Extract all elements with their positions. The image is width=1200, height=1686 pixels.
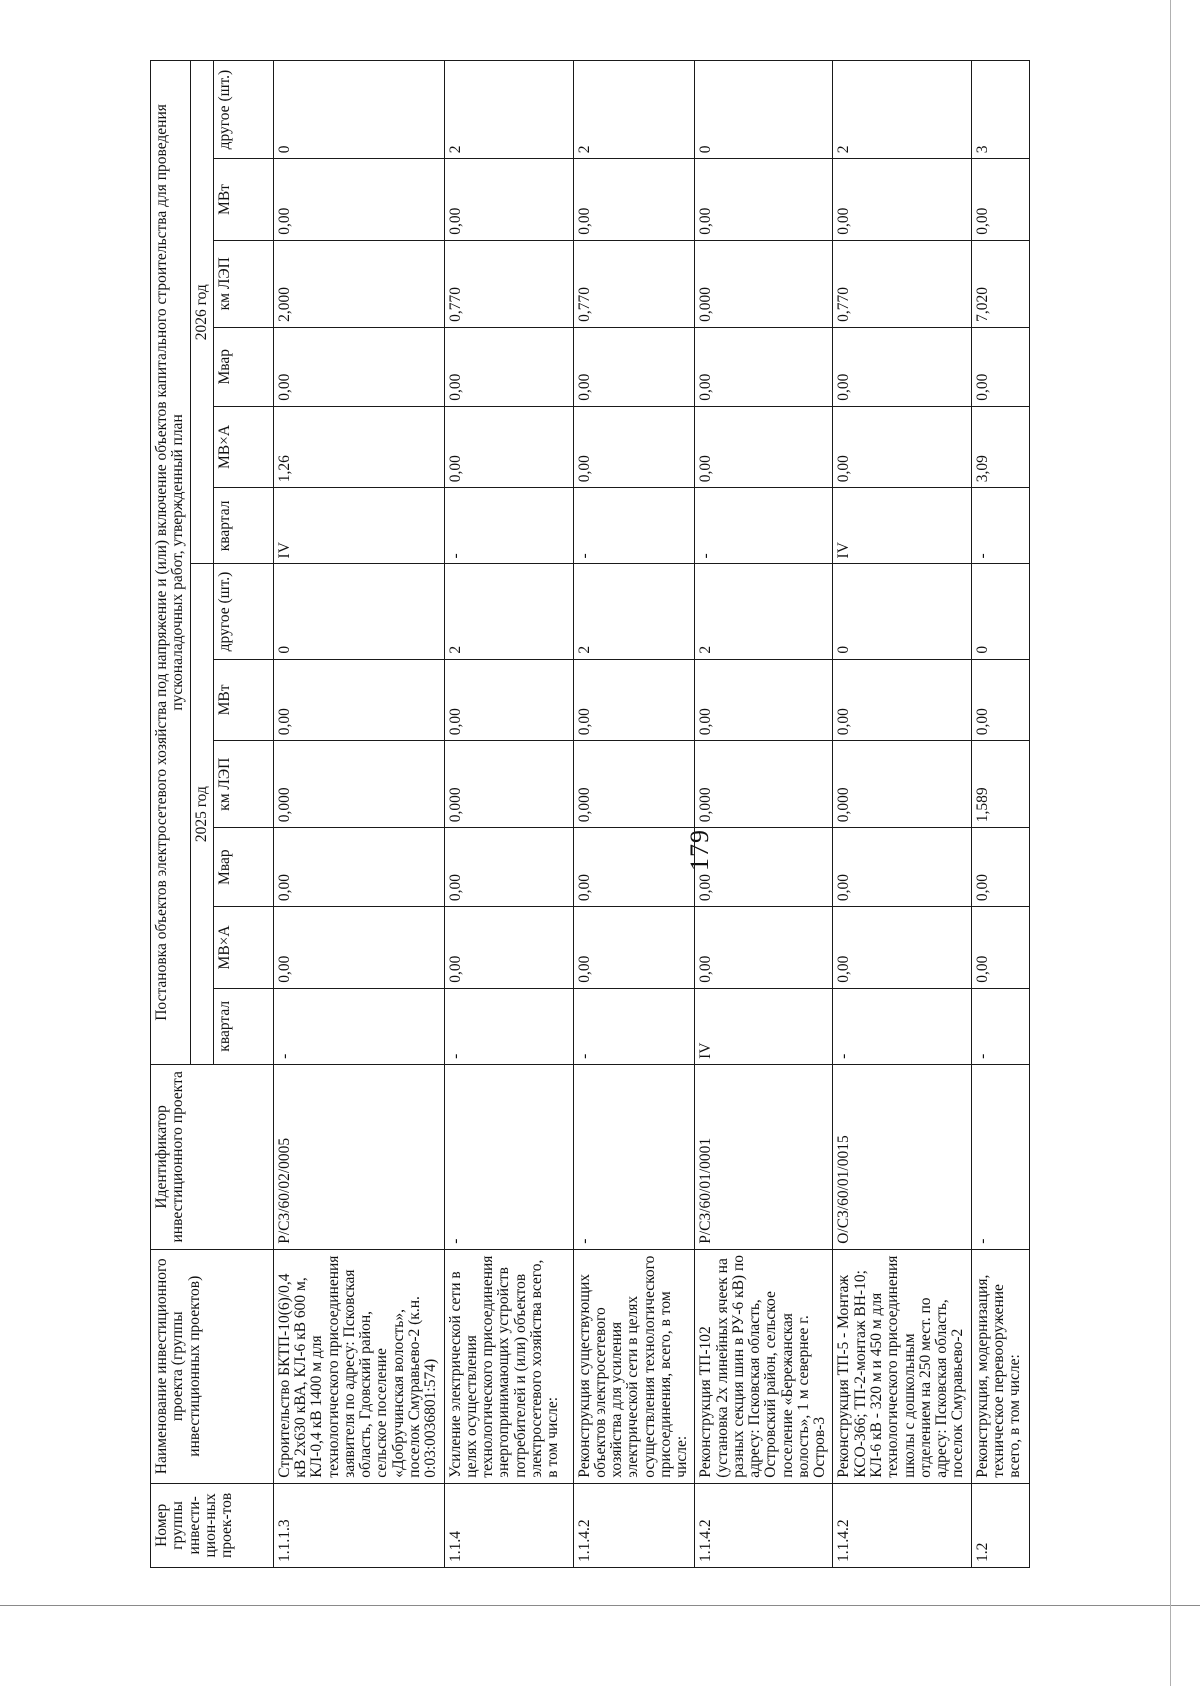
cell-2026-mvar: 0,00 bbox=[971, 327, 1029, 406]
cell-2025-other: 0 bbox=[833, 564, 971, 659]
cell-2025-km: 0,000 bbox=[833, 741, 971, 828]
cell-2026-km: 0,770 bbox=[573, 240, 695, 327]
cell-2025-other: 2 bbox=[695, 564, 833, 659]
cell-2026-mw: 0,00 bbox=[695, 159, 833, 241]
header-project-id: Идентификатор инвестиционного проекта bbox=[151, 1064, 274, 1249]
header-km: км ЛЭП bbox=[213, 240, 273, 327]
cell-2026-mva: 0,00 bbox=[833, 406, 971, 488]
header-year-2025: 2025 год bbox=[190, 564, 213, 1064]
header-quarter: квартал bbox=[213, 988, 273, 1064]
header-mva: МВ×А bbox=[213, 406, 273, 488]
cell-2026-other: 3 bbox=[971, 61, 1029, 159]
table-row bbox=[833, 61, 971, 1568]
cell-2026-mva: 3,09 bbox=[971, 406, 1029, 488]
cell-2026-other: 2 bbox=[444, 61, 573, 159]
cell-2026-other: 0 bbox=[273, 61, 444, 159]
cell-2025-mva: 0,00 bbox=[971, 907, 1029, 989]
header-mvar: Мвар bbox=[213, 828, 273, 907]
cell-2025-quarter: - bbox=[444, 988, 573, 1064]
cell-2025-mvar: 0,00 bbox=[833, 828, 971, 907]
row-project-name: Реконструкция ТП-102 (установка 2х линейных ячеек на разных секция шин в РУ-6 кВ) по адресу: Псковская область, Островский район, сельское поселение «Бережанская волость», 1 м севернее г. Остров-3 bbox=[695, 1249, 833, 1483]
table-body bbox=[273, 61, 1029, 1568]
header-group-number: Номер группы инвести-цион-ных проек-тов bbox=[151, 1483, 274, 1567]
cell-2026-quarter: - bbox=[971, 488, 1029, 564]
cell-2026-mva: 0,00 bbox=[695, 406, 833, 488]
table-row bbox=[695, 61, 833, 1568]
cell-2025-mw: 0,00 bbox=[833, 659, 971, 741]
header-other: другое (шт.) bbox=[213, 564, 273, 659]
capital-construction-table bbox=[150, 60, 1030, 1568]
cell-2026-mw: 0,00 bbox=[971, 159, 1029, 241]
cell-2026-quarter: - bbox=[573, 488, 695, 564]
cell-2026-km: 2,000 bbox=[273, 240, 444, 327]
cell-2026-quarter: IV bbox=[833, 488, 971, 564]
cell-2025-mw: 0,00 bbox=[273, 659, 444, 741]
cell-2025-mva: 0,00 bbox=[444, 907, 573, 989]
cell-2025-km: 0,000 bbox=[444, 741, 573, 828]
cell-2026-mw: 0,00 bbox=[833, 159, 971, 241]
cell-2026-mw: 0,00 bbox=[273, 159, 444, 241]
cell-2025-mvar: 0,00 bbox=[573, 828, 695, 907]
cell-2025-mva: 0,00 bbox=[573, 907, 695, 989]
cell-2025-other: 0 bbox=[273, 564, 444, 659]
cell-2026-mvar: 0,00 bbox=[695, 327, 833, 406]
scan-edge-line bbox=[1170, 0, 1171, 1686]
cell-2025-quarter: - bbox=[573, 988, 695, 1064]
cell-2026-other: 0 bbox=[695, 61, 833, 159]
header-other: другое (шт.) bbox=[213, 61, 273, 159]
cell-2026-mvar: 0,00 bbox=[833, 327, 971, 406]
cell-2025-mva: 0,00 bbox=[273, 907, 444, 989]
header-mw: МВт bbox=[213, 659, 273, 741]
header-km: км ЛЭП bbox=[213, 741, 273, 828]
cell-2025-mvar: 0,00 bbox=[695, 828, 833, 907]
header-mvar: Мвар bbox=[213, 327, 273, 406]
header-project-name: Наименование инвестиционного проекта (группы инвестиционных проектов) bbox=[151, 1249, 274, 1483]
row-number: 1.1.4.2 bbox=[573, 1483, 695, 1567]
cell-2026-mva: 0,00 bbox=[444, 406, 573, 488]
cell-2025-mw: 0,00 bbox=[695, 659, 833, 741]
cell-2026-quarter: - bbox=[695, 488, 833, 564]
table-row bbox=[971, 61, 1029, 1568]
row-number: 1.1.1.3 bbox=[273, 1483, 444, 1567]
row-project-id: - bbox=[444, 1064, 573, 1249]
table-row bbox=[273, 61, 444, 1568]
cell-2025-mvar: 0,00 bbox=[273, 828, 444, 907]
cell-2026-km: 0,770 bbox=[444, 240, 573, 327]
cell-2026-mw: 0,00 bbox=[444, 159, 573, 241]
cell-2026-km: 0,770 bbox=[833, 240, 971, 327]
cell-2025-mw: 0,00 bbox=[573, 659, 695, 741]
cell-2025-mvar: 0,00 bbox=[971, 828, 1029, 907]
cell-2026-other: 2 bbox=[833, 61, 971, 159]
cell-2025-other: 0 bbox=[971, 564, 1029, 659]
row-project-name: Реконструкция существующих объектов электросетевого хозяйства для усиления электрической сети в целях осуществления технологического присоединения, всего, в том числе: bbox=[573, 1249, 695, 1483]
cell-2026-km: 0,000 bbox=[695, 240, 833, 327]
cell-2025-quarter: - bbox=[971, 988, 1029, 1064]
cell-2026-other: 2 bbox=[573, 61, 695, 159]
cell-2026-mva: 1,26 bbox=[273, 406, 444, 488]
cell-2026-km: 7,020 bbox=[971, 240, 1029, 327]
cell-2026-mvar: 0,00 bbox=[444, 327, 573, 406]
cell-2025-km: 1,589 bbox=[971, 741, 1029, 828]
header-year-2026: 2026 год bbox=[190, 61, 213, 564]
header-mw: МВт bbox=[213, 159, 273, 241]
cell-2025-km: 0,000 bbox=[573, 741, 695, 828]
table-row bbox=[573, 61, 695, 1568]
row-project-name: Строительство БКТП-10(6)/0,4 кВ 2х630 кВА, КЛ-6 кВ 600 м, КЛ-0,4 кВ 1400 м для технологического присоединения заявителя по адресу: Псковская область, Гдовский район, сельское поселение «Добручинская волость», поселок Смуравьево-2 (к.н. 0:03:0036801:574) bbox=[273, 1249, 444, 1483]
header-mva: МВ×А bbox=[213, 907, 273, 989]
row-project-id: Р/СЗ/60/02/0005 bbox=[273, 1064, 444, 1249]
cell-2026-mvar: 0,00 bbox=[573, 327, 695, 406]
cell-2025-mva: 0,00 bbox=[833, 907, 971, 989]
cell-2025-quarter: - bbox=[833, 988, 971, 1064]
cell-2025-mw: 0,00 bbox=[444, 659, 573, 741]
cell-2025-km: 0,000 bbox=[273, 741, 444, 828]
row-project-id: - bbox=[573, 1064, 695, 1249]
row-project-name: Усиление электрической сети в целях осуществления технологического присоединения энергопринимающих устройств потребителей и (или) объектов электросетевого хозяйства всего, в том числе: bbox=[444, 1249, 573, 1483]
row-number: 1.1.4 bbox=[444, 1483, 573, 1567]
cell-2026-mva: 0,00 bbox=[573, 406, 695, 488]
cell-2025-quarter: IV bbox=[695, 988, 833, 1064]
cell-2026-mvar: 0,00 bbox=[273, 327, 444, 406]
table-row bbox=[444, 61, 573, 1568]
cell-2026-quarter: - bbox=[444, 488, 573, 564]
row-project-id: О/СЗ/60/01/0015 bbox=[833, 1064, 971, 1249]
cell-2025-mw: 0,00 bbox=[971, 659, 1029, 741]
cell-2025-km: 0,000 bbox=[695, 741, 833, 828]
row-project-id: Р/СЗ/60/01/0001 bbox=[695, 1064, 833, 1249]
row-number: 1.1.4.2 bbox=[833, 1483, 971, 1567]
cell-2026-quarter: IV bbox=[273, 488, 444, 564]
cell-2025-mvar: 0,00 bbox=[444, 828, 573, 907]
header-quarter: квартал bbox=[213, 488, 273, 564]
header-main-group: Постановка объектов электросетевого хозяйства под напряжение и (или) включение объектов капитального строительства для проведения пусконаладочных работ, утвержденный план bbox=[151, 61, 191, 1065]
cell-2025-quarter: - bbox=[273, 988, 444, 1064]
row-project-id: - bbox=[971, 1064, 1029, 1249]
cell-2025-mva: 0,00 bbox=[695, 907, 833, 989]
row-number: 1.2 bbox=[971, 1483, 1029, 1567]
rotated-table-container bbox=[150, 60, 1030, 1568]
cell-2026-mw: 0,00 bbox=[573, 159, 695, 241]
row-project-name: Реконструкция, модернизация, техническое перевооружение всего, в том числе: bbox=[971, 1249, 1029, 1483]
cell-2025-other: 2 bbox=[444, 564, 573, 659]
row-project-name: Реконструкция ТП-5 - Монтаж КСО-366; ТП-2-монтаж ВН-10; КЛ-6 кВ - 320 м и 450 м для технологического присоединения школы с дошкольным отделением на 250 мест. по адресу: Псковская область, поселок Смуравьево-2 bbox=[833, 1249, 971, 1483]
page-number: 179 bbox=[685, 829, 714, 871]
scan-edge-line bbox=[0, 1605, 1200, 1606]
row-number: 1.1.4.2 bbox=[695, 1483, 833, 1567]
cell-2025-other: 2 bbox=[573, 564, 695, 659]
